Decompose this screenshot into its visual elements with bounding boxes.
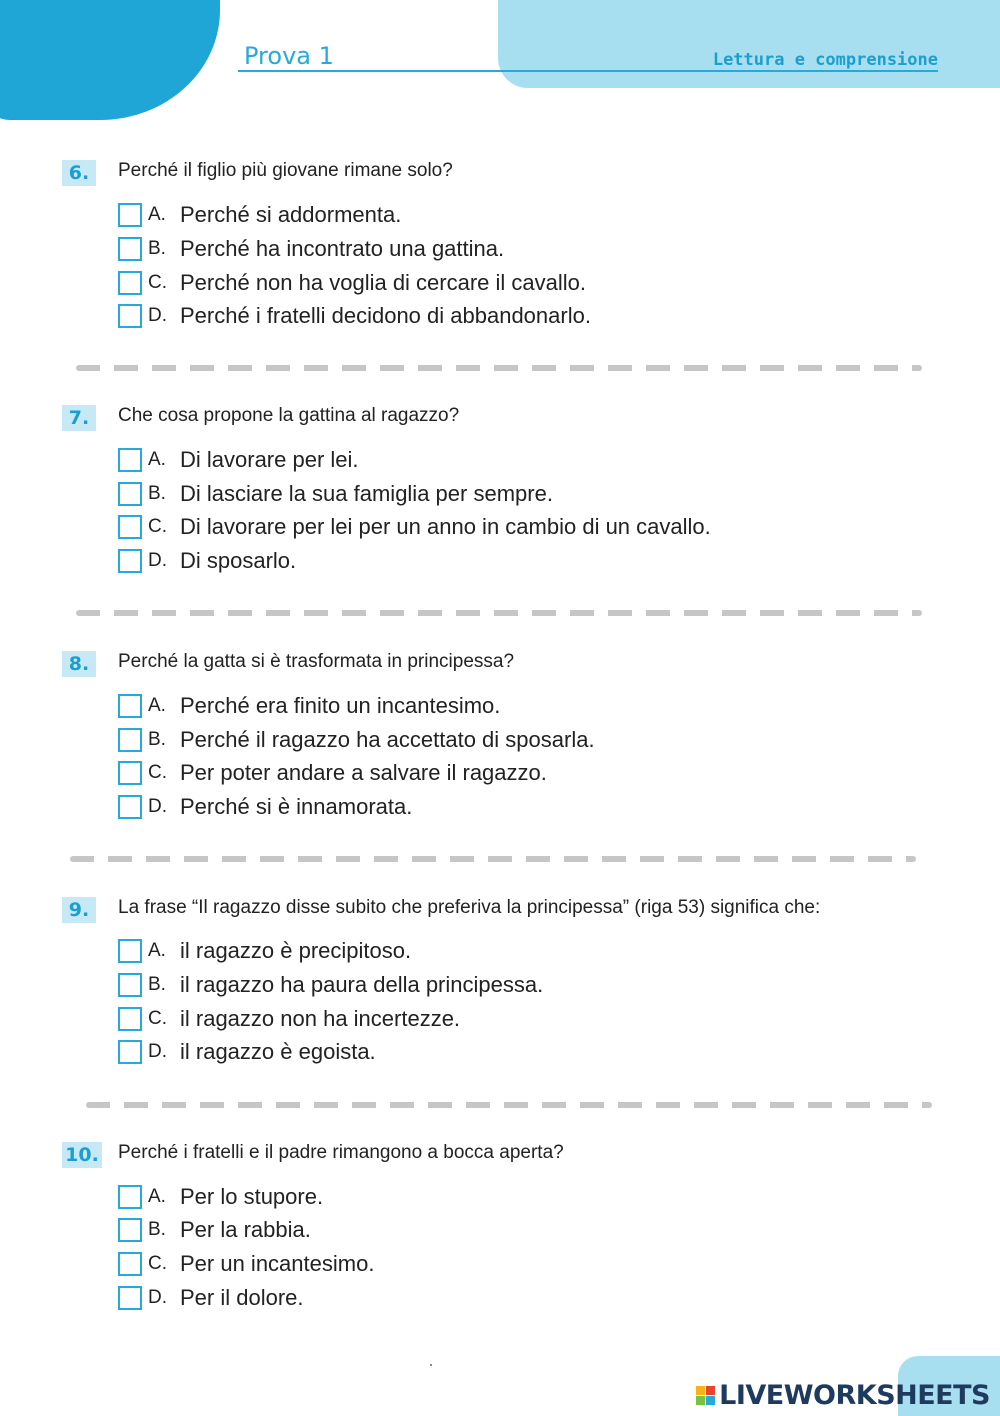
- section-title: Lettura e comprensione: [712, 50, 938, 70]
- answer-option-b[interactable]: [118, 973, 543, 997]
- option-text: Per il dolore.: [180, 1285, 304, 1310]
- option-letter: B.: [148, 974, 166, 995]
- answer-option-a[interactable]: [118, 694, 500, 718]
- answer-checkbox[interactable]: [118, 1286, 142, 1310]
- option-letter: A.: [148, 449, 166, 470]
- header-decoration-blob: [0, 0, 220, 120]
- answer-checkbox[interactable]: [118, 304, 142, 328]
- option-text: Perché era finito un incantesimo.: [180, 693, 501, 718]
- answer-checkbox[interactable]: [118, 761, 142, 785]
- liveworksheets-logo-icon: [696, 1386, 715, 1405]
- option-text: Di lasciare la sua famiglia per sempre.: [180, 481, 553, 506]
- answer-option-b[interactable]: [118, 728, 595, 752]
- logo-square-icon: [696, 1396, 705, 1405]
- option-text: Di lavorare per lei per un anno in cambio di un cavallo.: [180, 514, 711, 539]
- answer-checkbox[interactable]: [118, 482, 142, 506]
- dashed-divider: [76, 365, 922, 371]
- answer-checkbox[interactable]: [118, 1185, 142, 1209]
- answer-option-a[interactable]: [118, 1185, 323, 1209]
- option-letter: A.: [148, 940, 166, 961]
- option-text: Perché i fratelli decidono di abbandonarlo.: [180, 303, 591, 328]
- option-text: Perché ha incontrato una gattina.: [180, 236, 505, 261]
- answer-option-c[interactable]: [118, 1252, 374, 1276]
- answer-option-b[interactable]: [118, 1218, 311, 1242]
- answer-option-d[interactable]: [118, 549, 296, 573]
- question-number: 7.: [62, 405, 96, 431]
- option-letter: C.: [148, 1253, 167, 1274]
- option-text: Di lavorare per lei.: [180, 447, 359, 472]
- option-letter: D.: [148, 1041, 167, 1062]
- answer-option-c[interactable]: [118, 1007, 460, 1031]
- answer-checkbox[interactable]: [118, 728, 142, 752]
- answer-checkbox[interactable]: [118, 1040, 142, 1064]
- option-text: il ragazzo è egoista.: [180, 1039, 376, 1064]
- question-text: La frase “Il ragazzo disse subito che preferiva la principessa” (riga 53) significa che:: [118, 897, 821, 918]
- answer-option-d[interactable]: [118, 1286, 304, 1310]
- answer-checkbox[interactable]: [118, 1252, 142, 1276]
- option-letter: C.: [148, 272, 167, 293]
- option-letter: B.: [148, 729, 166, 750]
- option-text: Per lo stupore.: [180, 1184, 324, 1209]
- page-title: Prova 1: [244, 42, 334, 70]
- option-text: Di sposarlo.: [180, 548, 297, 573]
- answer-option-c[interactable]: [118, 515, 711, 539]
- answer-checkbox[interactable]: [118, 448, 142, 472]
- answer-option-d[interactable]: [118, 795, 412, 819]
- brand-name: LIVEWORKSHEETS: [719, 1380, 990, 1411]
- answer-option-d[interactable]: [118, 304, 591, 328]
- answer-checkbox[interactable]: [118, 203, 142, 227]
- answer-option-a[interactable]: [118, 448, 359, 472]
- option-letter: C.: [148, 516, 167, 537]
- option-letter: D.: [148, 796, 167, 817]
- header-rule: [238, 70, 938, 72]
- dashed-divider: [86, 1102, 932, 1108]
- page-mark: [430, 1364, 432, 1366]
- answer-checkbox[interactable]: [118, 1007, 142, 1031]
- option-text: Per un incantesimo.: [180, 1251, 375, 1276]
- option-letter: B.: [148, 238, 166, 259]
- answer-checkbox[interactable]: [118, 939, 142, 963]
- option-text: Perché il ragazzo ha accettato di sposarla.: [180, 727, 595, 752]
- answer-checkbox[interactable]: [118, 795, 142, 819]
- question-text: Perché la gatta si è trasformata in principessa?: [118, 651, 515, 672]
- option-letter: D.: [148, 305, 167, 326]
- question-number: 6.: [62, 160, 96, 186]
- question-number: 10.: [62, 1142, 102, 1168]
- option-letter: A.: [148, 1186, 166, 1207]
- question-text: Perché i fratelli e il padre rimangono a bocca aperta?: [118, 1142, 564, 1163]
- option-letter: C.: [148, 1008, 167, 1029]
- option-letter: A.: [148, 204, 166, 225]
- answer-checkbox[interactable]: [118, 271, 142, 295]
- option-text: Perché si è innamorata.: [180, 794, 413, 819]
- option-text: il ragazzo ha paura della principessa.: [180, 972, 544, 997]
- option-letter: A.: [148, 695, 166, 716]
- option-text: il ragazzo non ha incertezze.: [180, 1006, 461, 1031]
- answer-checkbox[interactable]: [118, 1218, 142, 1242]
- logo-square-icon: [696, 1386, 705, 1395]
- option-text: Perché si addormenta.: [180, 202, 402, 227]
- dashed-divider: [76, 610, 922, 616]
- option-letter: C.: [148, 762, 167, 783]
- option-text: Per poter andare a salvare il ragazzo.: [180, 760, 547, 785]
- dashed-divider: [70, 856, 916, 862]
- answer-option-a[interactable]: [118, 203, 401, 227]
- logo-square-icon: [706, 1396, 715, 1405]
- answer-option-b[interactable]: [118, 237, 504, 261]
- answer-checkbox[interactable]: [118, 237, 142, 261]
- answer-option-d[interactable]: [118, 1040, 376, 1064]
- option-text: il ragazzo è precipitoso.: [180, 938, 412, 963]
- option-text: Perché non ha voglia di cercare il cavallo.: [180, 270, 587, 295]
- question-number: 8.: [62, 651, 96, 677]
- option-letter: B.: [148, 1219, 166, 1240]
- option-letter: D.: [148, 550, 167, 571]
- liveworksheets-logo: [696, 1380, 990, 1411]
- answer-option-c[interactable]: [118, 271, 586, 295]
- answer-checkbox[interactable]: [118, 549, 142, 573]
- answer-checkbox[interactable]: [118, 973, 142, 997]
- answer-checkbox[interactable]: [118, 515, 142, 539]
- answer-option-a[interactable]: [118, 939, 411, 963]
- question-text: Che cosa propone la gattina al ragazzo?: [118, 405, 460, 426]
- logo-square-icon: [706, 1386, 715, 1395]
- header-decoration-band: [498, 0, 1000, 88]
- answer-option-b[interactable]: [118, 482, 553, 506]
- answer-option-c[interactable]: [118, 761, 547, 785]
- option-letter: B.: [148, 483, 166, 504]
- option-text: Per la rabbia.: [180, 1217, 311, 1242]
- question-number: 9.: [62, 897, 96, 923]
- question-text: Perché il figlio più giovane rimane solo?: [118, 160, 453, 181]
- answer-checkbox[interactable]: [118, 694, 142, 718]
- option-letter: D.: [148, 1287, 167, 1308]
